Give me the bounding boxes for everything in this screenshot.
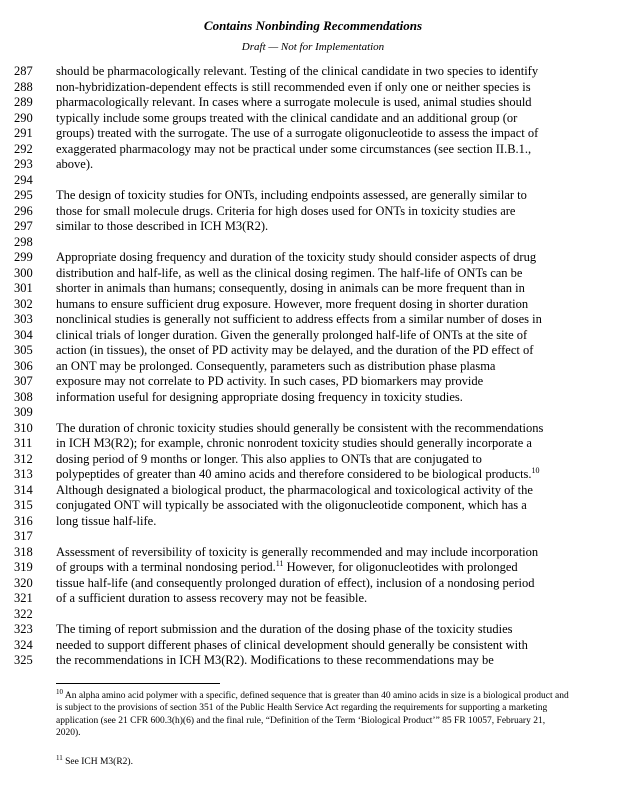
line-text-main: exposure may not correlate to PD activity. In such cases, PD biomarkers may provide [56,374,484,388]
line-text [56,622,513,638]
text-line [0,204,626,220]
text-line [0,359,626,375]
line-text-main: of groups with a terminal nondosing period. [56,560,276,574]
text-line [0,312,626,328]
line-text [56,359,495,375]
line-number: 294 [14,172,33,187]
footnote-separator [56,683,220,684]
line-text-main: action (in tissues), the onset of PD activity may be delayed, and the duration of the PD effect of [56,343,534,357]
line-text [56,219,268,235]
footnote-11 [56,756,571,768]
line-number: 311 [14,436,33,450]
footnote-reference[interactable]: 11 [275,559,284,568]
line-number: 299 [14,250,33,264]
text-line [0,142,626,158]
line-number: 305 [14,343,33,357]
footnote-text: An alpha amino acid polymer with a specific, defined sequence that is greater than 40 amino acids in size is a biological product and is subject to the provisions of section 351 of the Public Health Service Act regarding the requirements for supporting a marketing application (see 21 CFR 600.3(h)(6) and the final rule, “Definition of the Term ‘Biological Product’” 85 FR 10057, February 21, 2020). [56,691,569,738]
text-line [0,452,626,468]
line-text-main: should be pharmacologically relevant. Testing of the clinical candidate in two species to identify [56,64,539,78]
line-text [56,188,527,204]
page-header-subtitle: Draft — Not for Implementation [241,41,385,53]
text-line [0,483,626,499]
line-text [56,281,525,297]
line-number: 316 [14,513,33,528]
text-line [0,281,626,297]
text-line [0,111,626,127]
line-text-main: an ONT may be prolonged. Consequently, parameters such as distribution phase plasma [56,358,496,373]
line-number: 308 [14,389,33,404]
line-text-main: Appropriate dosing frequency and duration of the toxicity study should consider aspects of drug [56,250,537,264]
line-text [56,498,527,514]
line-text [56,421,543,437]
line-number: 303 [14,312,33,326]
line-text-main: The duration of chronic toxicity studies should generally be consistent with the recommendations [56,420,544,435]
line-number: 298 [14,234,33,249]
line-text [56,266,522,282]
line-text [56,250,536,266]
text-line [0,421,626,437]
line-text [56,374,483,390]
line-number: 302 [14,296,33,311]
line-text-main: nonclinical studies is generally not sufficient to address effects from a similar number of doses in [56,312,542,326]
line-number: 296 [14,203,33,218]
text-line [0,219,626,235]
line-text [56,390,463,406]
line-text-main: Assessment of reversibility of toxicity is generally recommended and may include incorporation [56,544,539,559]
line-number: 324 [14,637,33,652]
line-text [56,343,533,359]
line-text-main: information useful for designing appropriate dosing frequency in toxicity studies. [56,389,463,404]
line-text-main: humans to ensure sufficient drug exposure. However, more frequent dosing in shorter duration [56,296,529,311]
line-text [56,204,515,220]
line-number: 304 [14,327,33,342]
line-text [56,452,482,468]
line-text [56,545,538,561]
line-number: 323 [14,622,33,636]
text-line [0,638,626,654]
line-text [56,576,534,592]
line-text-main: The timing of report submission and the duration of the dosing phase of the toxicity studies [56,622,513,636]
text-line [0,95,626,111]
line-text-main: long tissue half-life. [56,513,157,528]
line-text-main: dosing period of 9 months or longer. This also applies to ONTs that are conjugated to [56,451,482,466]
line-number: 322 [14,606,33,621]
line-text [56,64,538,80]
line-number: 306 [14,358,33,373]
text-line [0,188,626,204]
line-number: 318 [14,544,33,559]
text-line [0,653,626,669]
line-number: 313 [14,467,33,481]
line-text [56,514,156,530]
line-number: 314 [14,482,33,497]
line-text [56,312,542,328]
line-text-main: conjugated ONT will typically be associated with the oligonucleotide component, which has a [56,498,527,512]
text-line [0,405,626,421]
text-line [0,173,626,189]
line-text [56,560,518,576]
text-line [0,622,626,638]
footnote-number: 11 [56,754,63,762]
line-number: 319 [14,560,33,574]
line-text [56,467,540,483]
line-text-main: exaggerated pharmacology may not be practical under some circumstances (see section II.B.1., [56,141,532,156]
text-line [0,560,626,576]
line-text-main: those for small molecule drugs. Criteria for high doses used for ONTs in toxicity studies are [56,203,516,218]
line-number: 287 [14,64,33,78]
text-line [0,266,626,282]
text-line [0,64,626,80]
line-text [56,653,494,669]
footnote-number: 10 [56,688,63,696]
line-text-main: in ICH M3(R2); for example, chronic nonrodent toxicity studies should generally incorporate a [56,436,532,450]
line-text [56,111,517,127]
line-text-main: The design of toxicity studies for ONTs, including endpoints assessed, are generally similar to [56,188,527,202]
text-line [0,343,626,359]
line-number: 320 [14,575,33,590]
line-number: 325 [14,653,33,667]
line-number: 290 [14,110,33,125]
text-line [0,436,626,452]
text-line [0,297,626,313]
text-line [0,328,626,344]
line-text-main: distribution and half-life, as well as the clinical dosing regimen. The half-life of ONTs can be [56,265,523,280]
line-text-main: shorter in animals than humans; consequently, dosing in animals can be more frequent than in [56,281,525,295]
text-line [0,126,626,142]
line-number: 312 [14,451,33,466]
text-line [0,80,626,96]
line-number: 292 [14,141,33,156]
line-text [56,80,531,96]
line-text [56,436,532,452]
line-number: 293 [14,157,33,171]
line-text-main: of a sufficient duration to assess recovery may not be feasible. [56,591,368,605]
line-text [56,591,367,607]
text-line [0,529,626,545]
line-text-continued: However, for oligonucleotides with prolonged [283,560,518,574]
footnote-10 [56,690,571,739]
text-line [0,235,626,251]
text-line [0,390,626,406]
line-text-main: non-hybridization-dependent effects is still recommended even if only one or neither species is [56,79,531,94]
line-number: 321 [14,591,33,605]
text-line [0,467,626,483]
line-text-main: above). [56,157,94,171]
text-line [0,591,626,607]
line-text-main: tissue half-life (and consequently prolonged duration of effect), inclusion of a nondosing period [56,575,535,590]
footnote-reference[interactable]: 10 [531,466,540,475]
line-text [56,126,538,142]
text-line [0,498,626,514]
line-text-main: polypeptides of greater than 40 amino acids and therefore considered to be biological products. [56,467,532,481]
text-line [0,514,626,530]
line-text-main: clinical trials of longer duration. Given the generally prolonged half-life of ONTs at the site of [56,327,528,342]
line-text [56,157,93,173]
line-number: 288 [14,79,33,94]
footnote-text: See ICH M3(R2). [62,757,133,767]
line-text-main: pharmacologically relevant. In cases where a surrogate molecule is used, animal studies should [56,95,532,109]
line-number: 295 [14,188,33,202]
line-number: 309 [14,405,33,419]
line-number: 291 [14,126,33,140]
line-text-main: groups) treated with the surrogate. The use of a surrogate oligonucleotide to assess the impact of [56,126,539,140]
line-number: 317 [14,529,33,543]
line-text-main: the recommendations in ICH M3(R2). Modifications to these recommendations may be [56,653,494,667]
line-text-main: Although designated a biological product, the pharmacological and toxicological activity of the [56,482,533,497]
line-number: 310 [14,420,33,435]
text-line [0,607,626,623]
line-number: 289 [14,95,33,109]
line-number: 307 [14,374,33,388]
line-text-main: needed to support different phases of clinical development should generally be consistent with [56,637,528,652]
line-text [56,142,531,158]
line-text [56,638,528,654]
line-number: 297 [14,219,33,233]
document-body [0,64,626,669]
line-text-main: typically include some groups treated with the clinical candidate and an additional group (or [56,110,518,125]
text-line [0,374,626,390]
line-number: 300 [14,265,33,280]
text-line [0,576,626,592]
text-line [0,545,626,561]
line-number: 315 [14,498,33,512]
page-header-title: Contains Nonbinding Recommendations [203,18,423,33]
line-text [56,328,527,344]
text-line [0,250,626,266]
text-line [0,157,626,173]
line-text [56,483,533,499]
line-number: 301 [14,281,33,295]
line-text [56,297,528,313]
line-text [56,95,532,111]
line-text-main: similar to those described in ICH M3(R2). [56,219,269,233]
